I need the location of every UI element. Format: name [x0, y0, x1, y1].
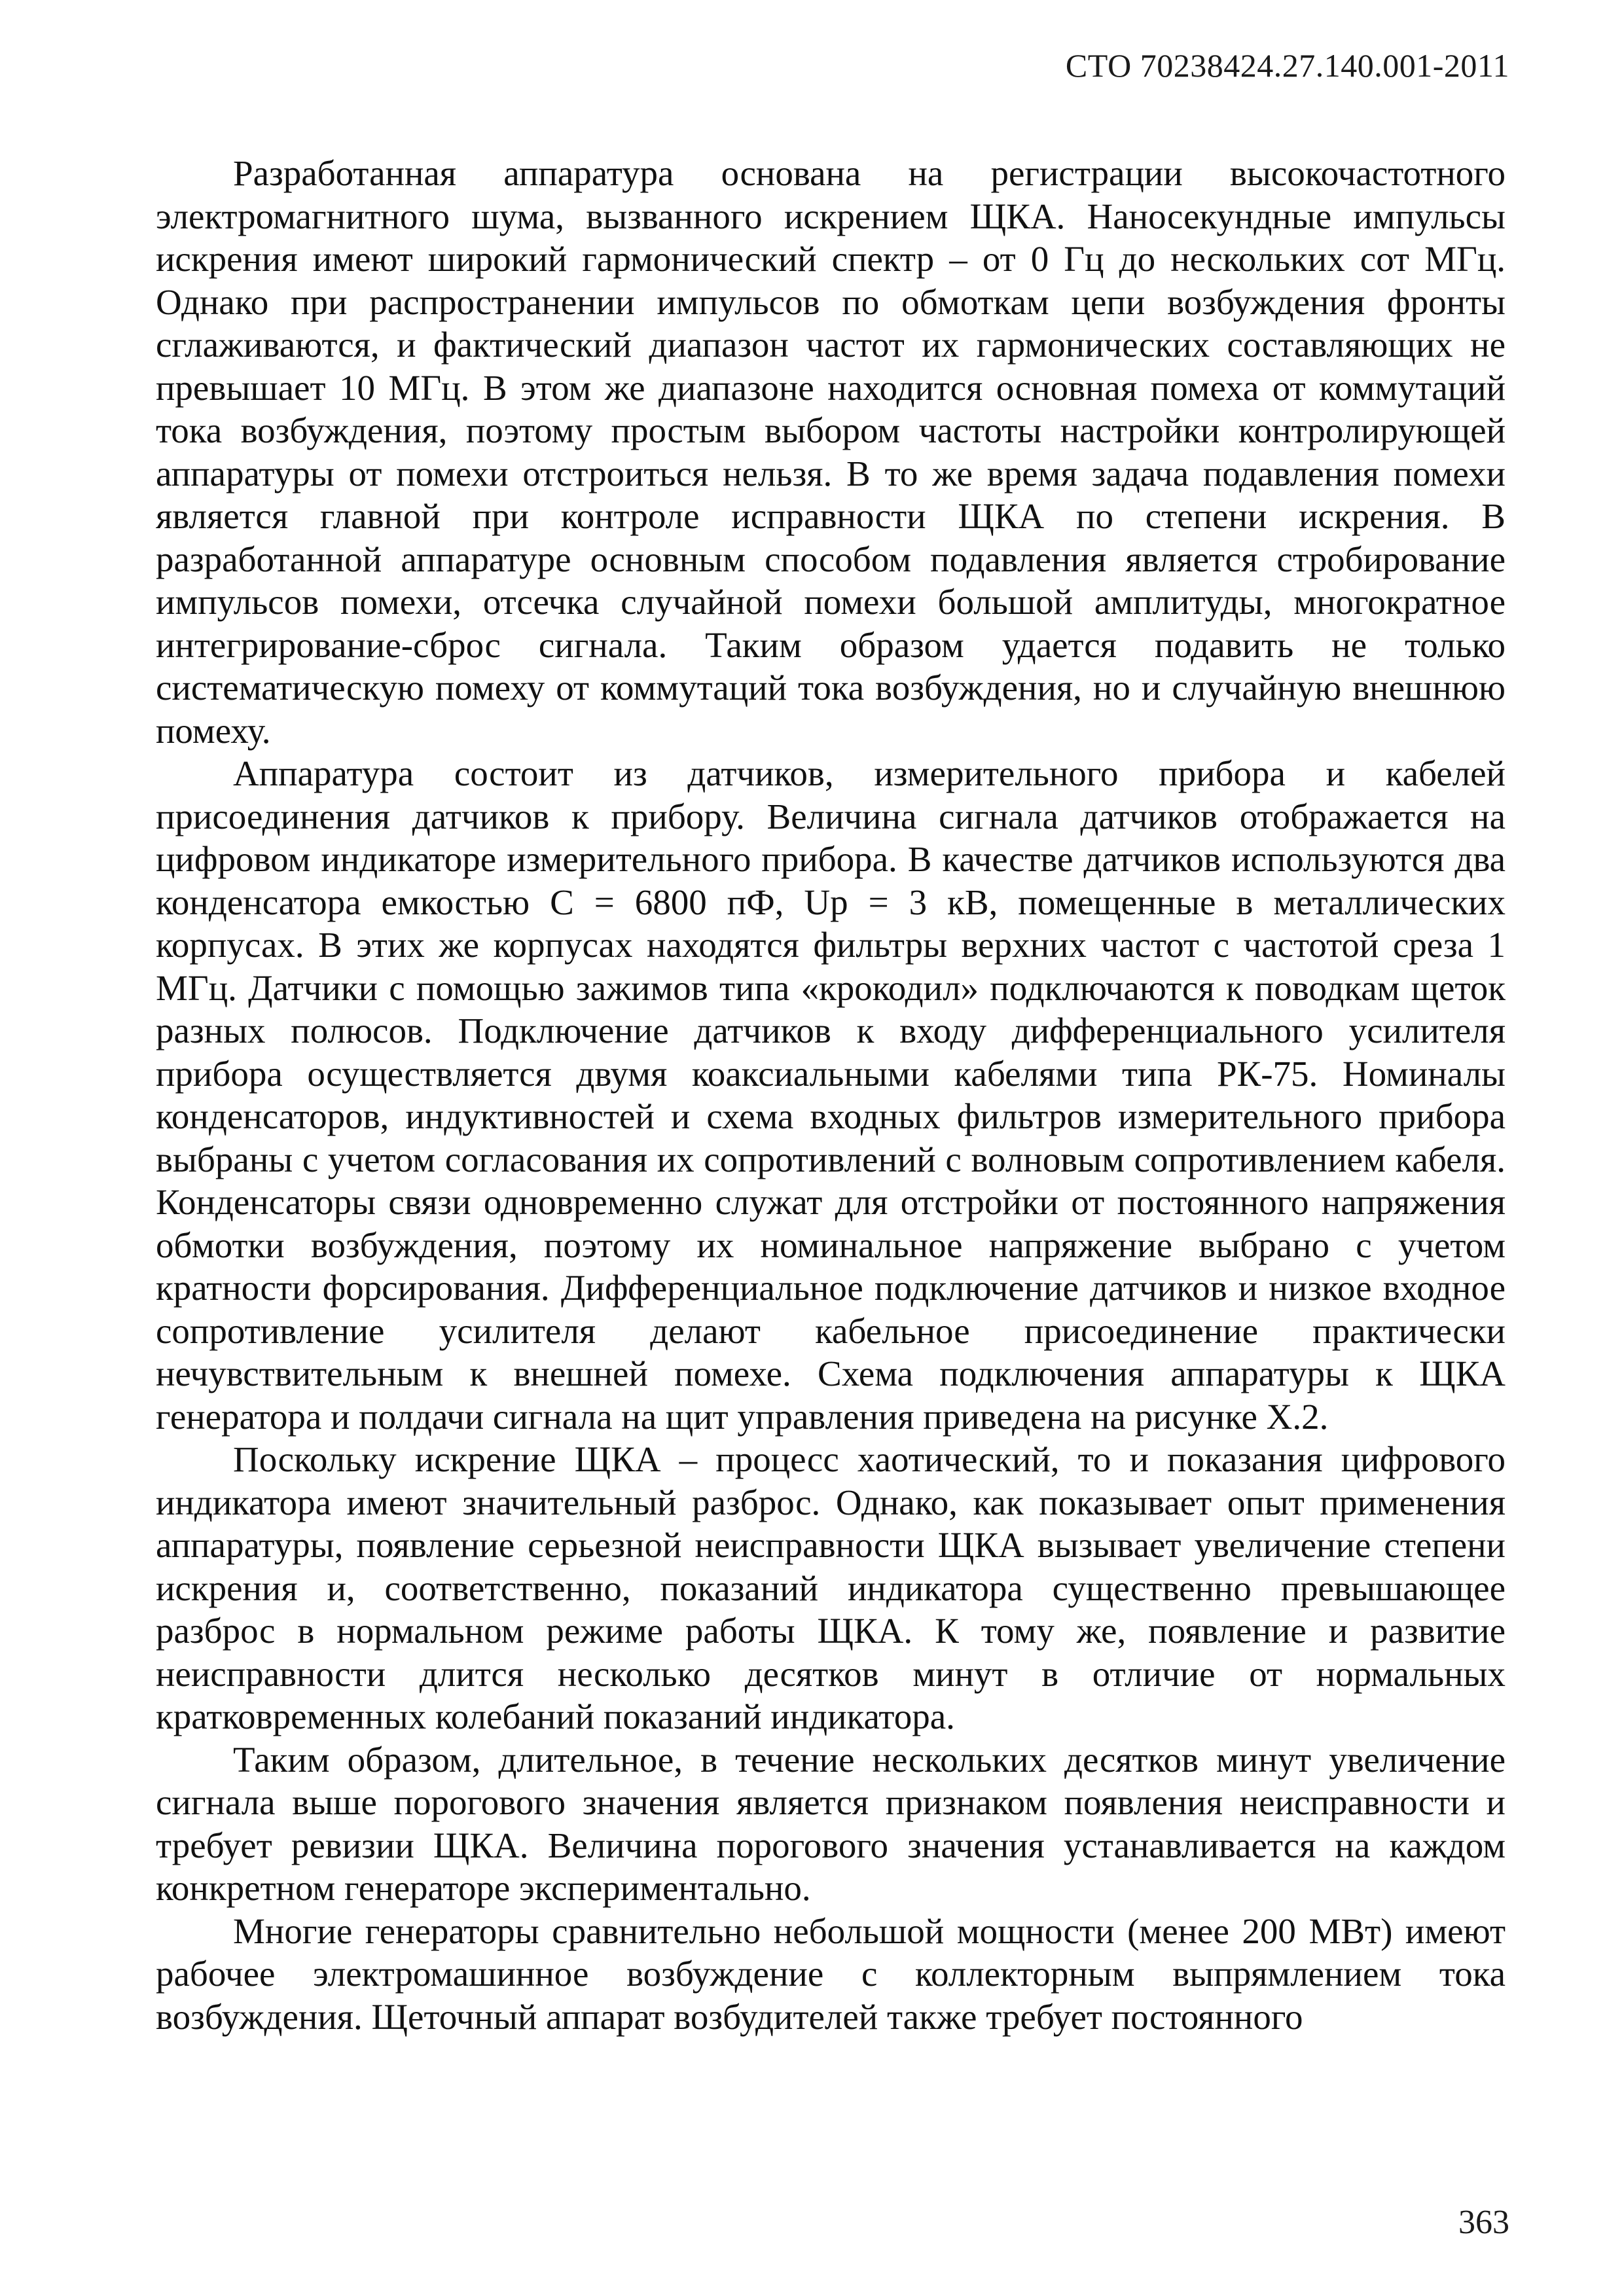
paragraph-2: Аппаратура состоит из датчиков, измерительного прибора и кабелей присоединения датчиков к прибору. Величина сигнала датчиков отображается на цифровом индикаторе измерительного прибора. В качестве датчиков используются два конденсатора емкостью C = 6800 пФ, Uр = 3 кВ, помещенные в металлических корпусах. В этих же корпусах находятся фильтры верхних частот с частотой среза 1 МГц. Датчики с помощью зажимов типа «крокодил» подключаются к поводкам щеток разных полюсов. Подключение датчиков к входу дифференциального усилителя прибора осуществляется двумя коаксиальными кабелями типа РК-75. Номиналы конденсаторов, индуктивностей и схема входных фильтров измерительного прибора выбраны с учетом согласования их сопротивлений с волновым сопротивлением кабеля. Конденсаторы связи одновременно служат для отстройки от постоянного напряжения обмотки возбуждения, поэтому их номинальное напряжение выбрано с учетом кратности форсирования. Дифференциальное подключение датчиков и низкое входное сопротивление усилителя делают кабельное присоединение практически нечувствительным к внешней помехе. Схема подключения аппаратуры к ЩКА генератора и полдачи сигнала на щит управления приведена на рисунке Х.2. — [156, 753, 1506, 1437]
paragraph-4: Таким образом, длительное, в течение нескольких десятков минут увеличение сигнала выше порогового значения является признаком появления неисправности и требует ревизии ЩКА. Величина порогового значения устанавливается на каждом конкретном генераторе экспериментально. — [156, 1739, 1506, 1908]
paragraph-3: Поскольку искрение ЩКА – процесс хаотический, то и показания цифрового индикатора имеют значительный разброс. Однако, как показывает опыт применения аппаратуры, появление серьезной неисправности ЩКА вызывает увеличение степени искрения и, соответственно, показаний индикатора существенно превышающее разброс в нормальном режиме работы ЩКА. К тому же, появление и развитие неисправности длится несколько десятков минут в отличие от нормальных кратковременных колебаний показаний индикатора. — [156, 1439, 1506, 1736]
page-number: 363 — [1458, 2204, 1509, 2241]
paragraph-1: Разработанная аппаратура основана на регистрации высокочастотного электромагнитного шума, вызванного искрением ЩКА. Наносекундные импульсы искрения имеют широкий гармонический спектр – от 0 Гц до нескольких сот МГц. Однако при распространении импульсов по обмоткам цепи возбуждения фронты сглаживаются, и фактический диапазон частот их гармонических составляющих не превышает 10 МГц. В этом же диапазоне находится основная помеха от коммутаций тока возбуждения, поэтому простым выбором частоты настройки контролирующей аппаратуры от помехи отстроиться нельзя. В то же время задача подавления помехи является главной при контроле исправности ЩКА по степени искрения. В разработанной аппаратуре основным способом подавления является стробирование импульсов помехи, отсечка случайной помехи большой амплитуды, многократное интегрирование-сброс сигнала. Таким образом удается подавить не только систематическую помеху от коммутаций тока возбуждения, но и случайную внешнюю помеху. — [156, 153, 1506, 751]
paragraph-5: Многие генераторы сравнительно небольшой мощности (менее 200 МВт) имеют рабочее электромашинное возбуждение с коллекторным выпрямлением тока возбуждения. Щеточный аппарат возбудителей также требует постоянного — [156, 1910, 1506, 2037]
document-code-header: СТО 70238424.27.140.001-2011 — [1065, 47, 1509, 84]
body-text — [156, 152, 1506, 2038]
